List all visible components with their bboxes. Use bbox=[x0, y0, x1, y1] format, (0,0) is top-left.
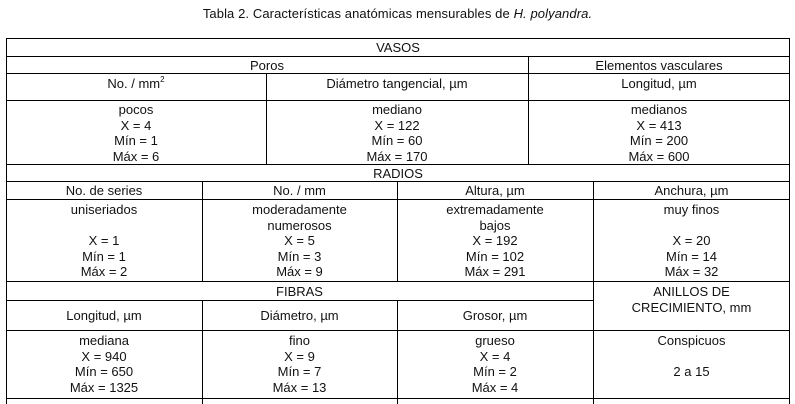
rule bbox=[6, 73, 790, 74]
longitud-vasos-values: medianos X = 413 Mín = 200 Máx = 600 bbox=[628, 102, 690, 164]
rule bbox=[6, 330, 790, 331]
rule bbox=[6, 281, 790, 282]
radios-anchura-values: muy finos X = 20 Mín = 14 Máx = 32 bbox=[663, 202, 720, 279]
rule bbox=[6, 181, 790, 182]
diametro-tangencial-values: mediano X = 122 Mín = 60 Máx = 170 bbox=[366, 102, 428, 164]
radios-altura-header: Altura, µm bbox=[465, 183, 525, 198]
table-border-top bbox=[6, 38, 790, 39]
fibras-grosor-values: grueso X = 4 Mín = 2 Máx = 4 bbox=[471, 333, 519, 395]
fibras-longitud-values: mediana X = 940 Mín = 650 Máx = 1325 bbox=[69, 333, 139, 395]
radios-series-values: uniseriados X = 1 Mín = 1 Máx = 2 bbox=[70, 202, 138, 279]
radios-count-header: No. / mm bbox=[273, 183, 326, 198]
rule bbox=[6, 300, 594, 301]
radios-altura-values: extremadamente bajos X = 192 Mín = 102 Máx = 291 bbox=[446, 202, 544, 279]
fibras-grosor-header: Grosor, µm bbox=[462, 308, 528, 323]
poros-count-header bbox=[6, 76, 266, 91]
rule bbox=[6, 199, 790, 200]
anillos-value-conspicuos: Conspicuos bbox=[657, 333, 726, 348]
fibras-diametro-values: fino X = 9 Mín = 7 Máx = 13 bbox=[272, 333, 327, 395]
radios-series-header: No. de series bbox=[65, 183, 143, 198]
poros-count-label: No. / mm bbox=[107, 76, 161, 91]
fibras-header: FIBRAS bbox=[276, 284, 323, 299]
radios-header: RADIOS bbox=[373, 166, 423, 181]
rule bbox=[6, 398, 790, 399]
radios-anchura-header: Anchura, µm bbox=[654, 183, 729, 198]
rule bbox=[6, 56, 790, 57]
anillos-value-range: 2 a 15 bbox=[673, 364, 710, 379]
diametro-tangencial-header: Diámetro tangencial, µm bbox=[326, 76, 468, 91]
rule bbox=[6, 164, 790, 165]
fibras-diametro-header: Diámetro, µm bbox=[260, 308, 339, 323]
rule bbox=[6, 100, 790, 101]
table-caption bbox=[0, 6, 795, 21]
poros-header: Poros bbox=[250, 58, 284, 73]
anillos-header: ANILLOS DE CRECIMIENTO, mm bbox=[631, 284, 752, 315]
radios-count-values: moderadamente numerosos X = 5 Mín = 3 Máx = 9 bbox=[252, 202, 347, 279]
longitud-vasos-header: Longitud, µm bbox=[621, 76, 697, 91]
fibras-longitud-header: Longitud, µm bbox=[66, 308, 142, 323]
elementos-vasculares-header: Elementos vasculares bbox=[595, 58, 723, 73]
poros-count-superscript: 2 bbox=[160, 75, 165, 84]
poros-count-values: pocos X = 4 Mín = 1 Máx = 6 bbox=[112, 102, 160, 164]
caption-species: H. polyandra. bbox=[513, 6, 593, 21]
vasos-header: VASOS bbox=[376, 40, 420, 55]
caption-prefix: Tabla 2. Características anatómicas mensurables de bbox=[202, 6, 514, 21]
